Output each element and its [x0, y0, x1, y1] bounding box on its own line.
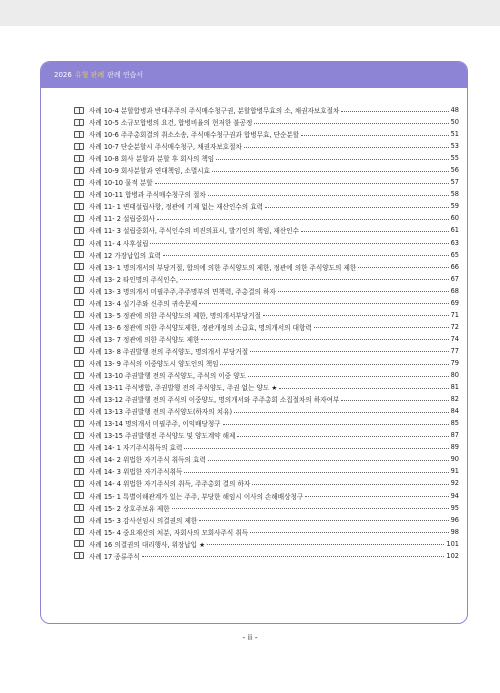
- toc-entry-title: 사례 15- 2 상호주보유 제한: [89, 504, 170, 513]
- toc-entry-page: 79: [450, 359, 459, 367]
- toc-entry-page: 65: [450, 250, 459, 259]
- toc-entry-title: 사례 10-7 단순분할시 주식매수청구, 채권자보호절차: [89, 143, 242, 152]
- toc-entry[interactable]: [74, 273, 459, 285]
- toc-entry-title: 사례 10-4 분할합병과 반대주주의 주식매수청구권, 분할합병무효의 소, 채권자보호절차: [89, 107, 340, 116]
- dot-leader: [237, 436, 448, 437]
- book-icon: [74, 504, 84, 511]
- dot-leader: [180, 279, 448, 280]
- toc-entry-title: 사례 13- 4 실기주와 신주의 귀속문제: [89, 299, 198, 308]
- toc-entry-page: 87: [450, 431, 459, 440]
- toc-entry-page: 61: [450, 226, 459, 235]
- toc-entry[interactable]: [74, 477, 459, 489]
- book-icon: [74, 311, 84, 318]
- toc-entry-title: 사례 12 가장납입의 효력: [89, 251, 162, 260]
- book-icon: [74, 372, 84, 379]
- book-icon: [74, 119, 84, 126]
- table-of-contents: [74, 104, 459, 562]
- toc-entry-title: 사례 13- 1 명의개서의 부당거절, 합의에 의한 주식양도의 제한, 정관에 의한 주식양도의 제한: [89, 263, 357, 272]
- dot-leader: [301, 135, 449, 136]
- dot-leader: [199, 303, 448, 304]
- toc-entry[interactable]: [74, 538, 459, 550]
- dot-leader: [172, 508, 449, 509]
- toc-entry-page: 56: [450, 166, 459, 175]
- book-icon: [74, 275, 84, 282]
- toc-entry-title: 사례 13- 2 타인명의 주식인수,: [89, 275, 179, 284]
- toc-entry-page: 59: [450, 202, 459, 211]
- toc-entry[interactable]: [74, 357, 459, 369]
- book-icon: [74, 263, 84, 270]
- dot-leader: [184, 472, 448, 473]
- toc-entry-page: 82: [450, 395, 459, 404]
- toc-entry[interactable]: [74, 417, 459, 429]
- header-series: 유형 판례: [74, 71, 105, 79]
- dot-leader: [184, 448, 448, 449]
- book-icon: [74, 408, 84, 415]
- dot-leader: [208, 195, 449, 196]
- dot-leader: [278, 291, 449, 292]
- book-icon: [74, 420, 84, 427]
- book-icon: [74, 335, 84, 342]
- book-icon: [74, 432, 84, 439]
- toc-entry[interactable]: [74, 526, 459, 538]
- toc-entry[interactable]: [74, 200, 459, 212]
- toc-entry-page: 60: [450, 214, 459, 223]
- toc-entry-page: 68: [450, 286, 459, 295]
- toc-entry-title: 사례 14- 4 위법한 자기주식의 취득, 주주총회 결의 하자: [89, 480, 251, 489]
- dot-leader: [248, 376, 449, 377]
- toc-entry[interactable]: [74, 405, 459, 417]
- toc-entry-title: 사례 13-12 주권발행 전의 주식의 이중양도, 명의개서와 주주총회 소집절차의 하자여부: [89, 396, 340, 405]
- book-icon: [74, 227, 84, 234]
- toc-entry-title: 사례 10-10 물적 분할: [89, 179, 153, 188]
- toc-entry[interactable]: [74, 333, 459, 345]
- dot-leader: [199, 520, 448, 521]
- book-icon: [74, 468, 84, 475]
- dot-leader: [254, 123, 448, 124]
- dot-leader: [341, 400, 448, 401]
- book-icon: [74, 384, 84, 391]
- header-year: 2026: [54, 71, 72, 79]
- toc-entry-page: 58: [450, 190, 459, 199]
- toc-entry-page: 67: [450, 274, 459, 283]
- toc-entry[interactable]: [74, 393, 459, 405]
- toc-entry[interactable]: [74, 261, 459, 273]
- dot-leader: [244, 147, 449, 148]
- toc-entry[interactable]: [74, 369, 459, 381]
- toc-entry-page: 50: [450, 118, 459, 127]
- dot-leader: [250, 351, 448, 352]
- toc-entry-title: 사례 13- 7 정관에 의한 주식양도 제한: [89, 335, 200, 344]
- toc-entry[interactable]: [74, 345, 459, 357]
- toc-entry-page: 84: [450, 407, 459, 416]
- toc-entry-title: 사례 10-5 소규모합병의 요건, 합병비율의 현저한 불공정: [89, 119, 253, 128]
- toc-entry-page: 53: [450, 142, 459, 151]
- toc-entry-title: 사례 15- 3 감사선임시 의결권의 제한: [89, 516, 198, 525]
- book-icon: [74, 456, 84, 463]
- toc-entry[interactable]: [74, 490, 459, 502]
- book-icon: [74, 203, 84, 210]
- toc-entry-page: 57: [450, 178, 459, 187]
- dot-leader: [220, 364, 448, 365]
- book-icon: [74, 516, 84, 523]
- toc-entry-page: 74: [450, 334, 459, 343]
- toc-entry[interactable]: [74, 297, 459, 309]
- toc-entry-page: 85: [450, 419, 459, 428]
- toc-entry-title: 사례 11- 1 변태설립사항, 정관에 기재 없는 재산인수의 효력: [89, 203, 263, 212]
- dot-leader: [212, 171, 449, 172]
- toc-entry-page: 48: [450, 106, 459, 115]
- book-icon: [74, 107, 84, 114]
- toc-entry[interactable]: [74, 237, 459, 249]
- toc-entry[interactable]: [74, 164, 459, 176]
- toc-panel: [40, 61, 468, 624]
- toc-entry[interactable]: [74, 152, 459, 164]
- book-icon: [74, 167, 84, 174]
- toc-entry-title: 사례 10-11 합병과 주식매수청구의 절차: [89, 191, 206, 200]
- toc-entry-title: 사례 15- 4 중요재산의 처분, 자회사의 모회사주식 취득: [89, 528, 249, 537]
- toc-entry[interactable]: [74, 104, 459, 116]
- book-icon: [74, 155, 84, 162]
- toc-entry-page: 95: [450, 503, 459, 512]
- book-icon: [74, 143, 84, 150]
- toc-entry-page: 102: [446, 551, 459, 560]
- toc-entry[interactable]: [74, 224, 459, 236]
- toc-entry-page: 72: [450, 322, 459, 331]
- toc-entry-page: 98: [450, 527, 459, 536]
- book-icon: [74, 239, 84, 246]
- toc-entry-title: 사례 13-10 주권발행 전의 주식양도, 주식의 이중 양도: [89, 372, 246, 381]
- book-icon: [74, 251, 84, 258]
- toc-entry-title: 사례 14- 2 위법한 자기주식 취득의 효력: [89, 456, 206, 465]
- toc-entry-title: 사례 11- 2 설립중회사: [89, 215, 155, 224]
- book-icon: [74, 287, 84, 294]
- toc-entry-title: 사례 11- 4 사후설립: [89, 239, 149, 248]
- toc-entry-title: 사례 13-14 명의개서 미필주주, 이익배당청구: [89, 420, 221, 429]
- book-icon: [74, 492, 84, 499]
- toc-entry-title: 사례 13-11 주식병합, 주권발행 전의 주식양도, 주권 없는 양도 ★: [89, 384, 278, 393]
- dot-leader: [207, 544, 444, 545]
- toc-entry-page: 94: [450, 491, 459, 500]
- toc-entry-title: 사례 13- 3 명의개서 미필주주,주주명부의 면책력, 주총결의 하자: [89, 287, 276, 296]
- toc-entry-page: 55: [450, 154, 459, 163]
- toc-entry[interactable]: [74, 309, 459, 321]
- dot-leader: [358, 267, 448, 268]
- book-icon: [74, 396, 84, 403]
- toc-entry[interactable]: [74, 321, 459, 333]
- toc-entry-title: 사례 14- 3 위법한 자기주식취득: [89, 468, 183, 477]
- book-icon: [74, 552, 84, 559]
- toc-entry[interactable]: [74, 429, 459, 441]
- dot-leader: [305, 496, 448, 497]
- toc-entry-title: 사례 13- 6 정관에 의한 주식양도제한, 정관개정의 소급효, 명의개서의 대항력: [89, 323, 312, 332]
- toc-entry[interactable]: [74, 212, 459, 224]
- dot-leader: [279, 388, 448, 389]
- dot-leader: [142, 556, 445, 557]
- toc-entry[interactable]: [74, 128, 459, 140]
- toc-entry-page: 51: [450, 130, 459, 139]
- toc-entry-title: 사례 10-6 주주총회결의 취소소송, 주식매수청구권과 합병무효, 단순분할: [89, 131, 300, 140]
- toc-entry-title: 사례 13-15 주권발행전 주식양도 및 양도계약 해제: [89, 432, 236, 441]
- book-icon: [74, 191, 84, 198]
- toc-entry-page: 63: [450, 238, 459, 247]
- book-icon: [74, 540, 84, 547]
- top-band: [0, 0, 500, 26]
- dot-leader: [208, 460, 449, 461]
- toc-entry[interactable]: [74, 381, 459, 393]
- toc-entry-title: 사례 11- 3 설립중회사, 주식인수의 비진의표시, 발기인의 책임, 재산인수: [89, 227, 299, 236]
- toc-entry-title: 사례 10-9 회사분할과 연대책임, 소멸시효: [89, 167, 210, 176]
- toc-entry[interactable]: [74, 502, 459, 514]
- toc-entry-page: 81: [450, 383, 459, 392]
- dot-leader: [223, 424, 449, 425]
- toc-entry-title: 사례 13- 8 주권발행 전의 주식양도, 명의개서 부당거절: [89, 347, 249, 356]
- dot-leader: [155, 183, 449, 184]
- dot-leader: [314, 327, 449, 328]
- toc-entry[interactable]: [74, 285, 459, 297]
- toc-entry-title: 사례 15- 1 특별이해관계가 있는 주주, 부당한 해임시 이사의 손해배상청구: [89, 492, 304, 501]
- toc-entry[interactable]: [74, 140, 459, 152]
- dot-leader: [201, 339, 448, 340]
- toc-entry[interactable]: [74, 514, 459, 526]
- toc-entry-page: 101: [446, 539, 459, 548]
- book-icon: [74, 215, 84, 222]
- dot-leader: [163, 255, 449, 256]
- toc-entry-page: 66: [450, 262, 459, 271]
- dot-leader: [341, 111, 448, 112]
- book-icon: [74, 323, 84, 330]
- toc-entry-page: 91: [450, 467, 459, 476]
- toc-entry[interactable]: [74, 441, 459, 453]
- book-icon: [74, 480, 84, 487]
- toc-entry-page: 92: [450, 479, 459, 488]
- toc-entry[interactable]: [74, 188, 459, 200]
- toc-entry-page: 90: [450, 455, 459, 464]
- toc-entry-title: 사례 10-8 회사 분할과 분할 후 회사의 책임: [89, 155, 215, 164]
- toc-entry[interactable]: [74, 249, 459, 261]
- panel-header: [41, 62, 467, 88]
- toc-entry-title: 사례 16 의결권의 대리행사, 위장납입 ★: [89, 540, 206, 549]
- toc-entry-title: 사례 14- 1 자기주식취득의 효력: [89, 444, 183, 453]
- page-number: - ii -: [242, 633, 258, 642]
- book-icon: [74, 347, 84, 354]
- toc-entry[interactable]: [74, 176, 459, 188]
- book-icon: [74, 528, 84, 535]
- dot-leader: [157, 219, 449, 220]
- dot-leader: [150, 243, 448, 244]
- toc-entry[interactable]: [74, 465, 459, 477]
- toc-entry-page: 96: [450, 515, 459, 524]
- toc-entry-page: 89: [450, 443, 459, 452]
- toc-entry[interactable]: [74, 453, 459, 465]
- book-icon: [74, 444, 84, 451]
- header-subtitle: 판례 연습서: [107, 71, 144, 79]
- dot-leader: [252, 484, 448, 485]
- toc-entry[interactable]: [74, 116, 459, 128]
- toc-entry-title: 사례 13-13 주권발행 전의 주식양도(하자의 치유): [89, 408, 233, 417]
- toc-entry[interactable]: [74, 550, 459, 562]
- toc-entry-page: 77: [450, 346, 459, 355]
- toc-entry-page: 69: [450, 298, 459, 307]
- dot-leader: [234, 412, 449, 413]
- dot-leader: [301, 231, 449, 232]
- toc-entry-page: 71: [450, 310, 459, 319]
- dot-leader: [216, 159, 448, 160]
- book-icon: [74, 131, 84, 138]
- book-icon: [74, 299, 84, 306]
- dot-leader: [263, 315, 449, 316]
- book-icon: [74, 179, 84, 186]
- toc-entry-title: 사례 13- 5 정관에 의한 주식양도의 제한, 명의개서부당거절: [89, 311, 261, 320]
- dot-leader: [265, 207, 449, 208]
- toc-entry-title: 사례 17 종류주식: [89, 552, 140, 561]
- book-icon: [74, 360, 84, 367]
- toc-entry-page: 80: [450, 371, 459, 380]
- dot-leader: [250, 532, 448, 533]
- toc-entry-title: 사례 13- 9 주식의 이중양도시 양도인의 책임: [89, 360, 219, 368]
